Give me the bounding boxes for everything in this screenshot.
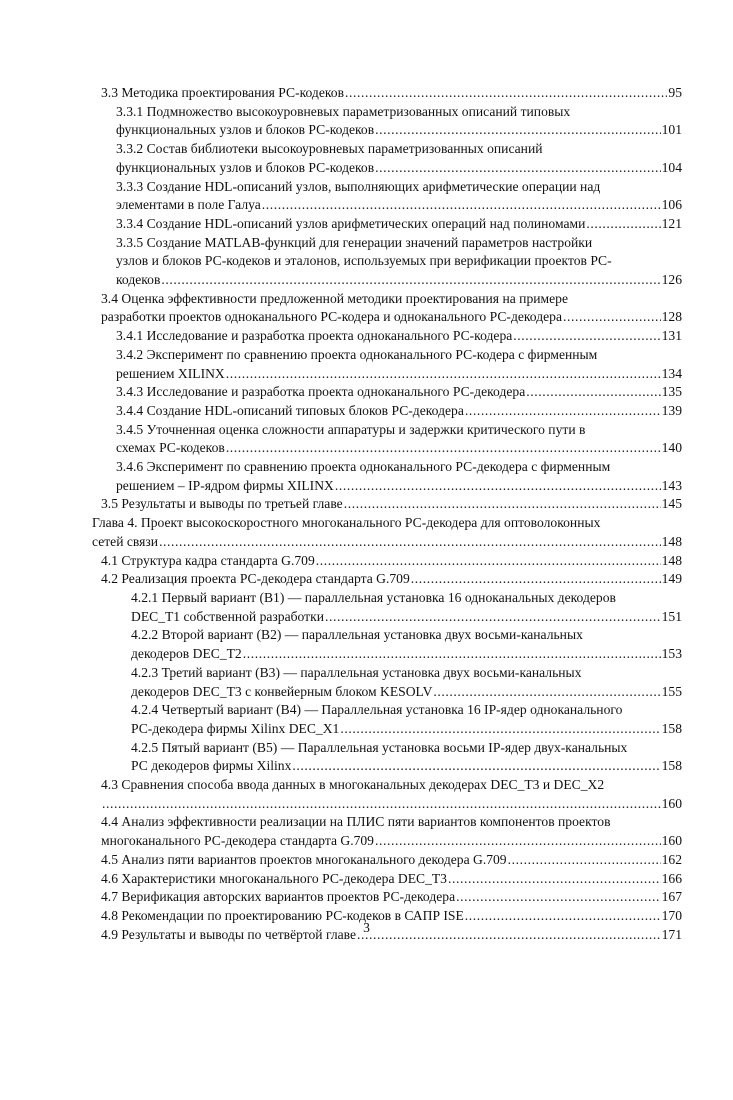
toc-entry-title: кодеков [116, 272, 161, 288]
toc-entry-title: 4.2 Реализация проекта РС-декодера стандарта G.709 [101, 571, 410, 587]
toc-entry [92, 290, 682, 327]
toc-page-number: 160 [661, 833, 682, 849]
toc-entry [92, 140, 682, 177]
toc-entry-text: 4.2.2 Второй вариант (B2) — параллельная установка двух восьми-канальных [131, 627, 583, 643]
page-number: 3 [363, 920, 370, 935]
toc-page-number: 171 [661, 926, 682, 942]
dot-leader [375, 159, 660, 178]
toc-page-number: 160 [661, 795, 682, 811]
toc-page-number: 151 [661, 608, 682, 624]
dot-leader [262, 196, 661, 215]
dot-leader [292, 757, 660, 776]
toc-entry [92, 664, 682, 701]
toc-entry-text: 4.3 Сравнения способа ввода данных в многоканальных декодерах DEC_T3 и DEC_X2 [101, 777, 605, 793]
dot-leader [526, 383, 660, 402]
toc-entry [92, 215, 682, 234]
dot-leader [411, 570, 661, 589]
toc-entry-title: 4.5 Анализ пяти вариантов проектов многоканального декодера G.709 [101, 851, 507, 867]
toc-page-number: 131 [661, 328, 682, 344]
dot-leader [102, 795, 661, 814]
toc-entry [92, 234, 682, 290]
toc-page-number: 139 [661, 402, 682, 418]
toc-page-number: 126 [661, 272, 682, 288]
toc-entry-title: 4.9 Результаты и выводы по четвёртой главе [101, 926, 357, 942]
toc-entry-text: 4.2.1 Первый вариант (B1) — параллельная установка 16 одноканальных декодеров [131, 589, 616, 605]
toc-entry [92, 552, 682, 571]
toc-page-number: 166 [661, 870, 682, 886]
dot-leader [344, 495, 661, 514]
toc-page-number: 148 [661, 533, 682, 549]
toc-entry-title: решением – IP-ядром фирмы XILINX [116, 477, 334, 493]
toc-page-number: 134 [661, 365, 682, 381]
toc-entry [92, 888, 682, 907]
toc-entry-text: 3.3.3 Создание HDL-описаний узлов, выполняющих арифметические операции над [116, 178, 601, 194]
toc-entry [92, 870, 682, 889]
toc-entry-text: Глава 4. Проект высокоскоростного многоканального РС-декодера для оптоволоконных [92, 515, 601, 531]
toc-page-number: 158 [661, 720, 682, 736]
toc-page-number: 167 [661, 889, 682, 905]
dot-leader [226, 439, 661, 458]
toc-entry [92, 589, 682, 626]
toc-entry [92, 458, 682, 495]
toc-page-number: 121 [661, 215, 682, 231]
dot-leader [345, 84, 667, 103]
toc-entry-text: 4.2.4 Четвертый вариант (B4) — Параллельная установка 16 IP-ядер одноканального [131, 702, 623, 718]
dot-leader [226, 365, 661, 384]
toc-entry [92, 851, 682, 870]
toc-entry-text: 3.4.6 Эксперимент по сравнению проекта одноканального РС-декодера с фирменным [116, 459, 611, 475]
toc-entry-title: 3.3.4 Создание HDL-описаний узлов арифметических операций над полиномами [116, 215, 586, 231]
toc-entry-text: 3.3.1 Подмножество высокоуровневых параметризованных описаний типовых [116, 103, 571, 119]
toc-entry-text: 4.4 Анализ эффективности реализации на ПЛИС пяти вариантов компонентов проектов [101, 814, 611, 830]
toc-entry-title: 3.5 Результаты и выводы по третьей главе [101, 496, 343, 512]
toc-entry [92, 813, 682, 850]
toc-entry-title: 4.8 Рекомендации по проектированию РС-кодеков в САПР ISE [101, 907, 464, 923]
toc-entry-title: 3.4.4 Создание HDL-описаний типовых блоков РС-декодера [116, 402, 464, 418]
dot-leader [563, 308, 661, 327]
toc-entry-title: РС декодеров фирмы Xilinx [131, 758, 292, 774]
toc-page-number: 170 [661, 907, 682, 923]
toc-entry [92, 421, 682, 458]
toc-page-number: 153 [661, 646, 682, 662]
toc-entry [92, 383, 682, 402]
toc-entry-title: 4.6 Характеристики многоканального РС-декодера DEC_T3 [101, 870, 447, 886]
toc-entry-title: решением XILINX [116, 365, 225, 381]
toc-page-number: 149 [661, 571, 682, 587]
dot-leader [586, 215, 660, 234]
dot-leader [375, 832, 661, 851]
dot-leader [465, 402, 661, 421]
toc-entry [92, 514, 682, 551]
dot-leader [375, 121, 660, 140]
toc-entry [92, 739, 682, 776]
toc-page-number: 145 [661, 496, 682, 512]
toc-entry-title: декодеров DEC_T2 [131, 646, 242, 662]
toc-entry [92, 402, 682, 421]
toc-entry [92, 346, 682, 383]
toc-entry [92, 626, 682, 663]
dot-leader [433, 683, 660, 702]
toc-entry-title: функциональных узлов и блоков РС-кодеков [116, 159, 375, 175]
toc-page-number: 148 [661, 552, 682, 568]
dot-leader [456, 888, 660, 907]
toc-page-number: 95 [668, 85, 682, 100]
dot-leader [448, 870, 661, 889]
toc-entry-title: 3.3 Методика проектирования РС-кодеков [101, 85, 345, 100]
toc-entry-title: 4.7 Верификация авторских вариантов проектов РС-декодера [101, 889, 456, 905]
toc-entry [92, 103, 682, 140]
toc-entry-text: 3.3.5 Создание MATLAB-функций для генерации значений параметров настройки [116, 234, 593, 250]
toc-entry-title: 3.4.1 Исследование и разработка проекта одноканального РС-кодера [116, 328, 513, 344]
toc-entry-title: РС-декодера фирмы Xilinx DEC_X1 [131, 720, 340, 736]
dot-leader [508, 851, 661, 870]
toc-entry [92, 327, 682, 346]
toc-entry-text: узлов и блоков РС-кодеков и эталонов, используемых при верификации проектов РС- [116, 253, 612, 269]
toc-entry [92, 570, 682, 589]
toc-page-number: 104 [661, 159, 682, 175]
dot-leader [325, 608, 661, 627]
dot-leader [340, 720, 660, 739]
toc-page-number: 101 [661, 122, 682, 138]
toc-entry-title: схемах РС-кодеков [116, 440, 225, 456]
toc-page-number: 162 [661, 851, 682, 867]
toc-page-number: 158 [661, 758, 682, 774]
toc-page-number: 106 [661, 197, 682, 213]
toc-entry-title: DEC_T1 собственной разработки [131, 608, 324, 624]
toc-entry-text: 3.3.2 Состав библиотеки высокоуровневых параметризованных описаний [116, 141, 543, 157]
toc-entry-text: 3.4.2 Эксперимент по сравнению проекта одноканального РС-кодера с фирменным [116, 346, 598, 362]
toc-entry [92, 495, 682, 514]
dot-leader [159, 533, 661, 552]
toc-entry-title: декодеров DEC_T3 с конвейерным блоком KESOLV [131, 683, 433, 699]
toc-entry-title: 4.1 Структура кадра стандарта G.709 [101, 552, 315, 568]
toc-entry [92, 701, 682, 738]
dot-leader [161, 271, 660, 290]
toc-entry-title: элементами в поле Галуа [116, 197, 261, 213]
dot-leader [513, 327, 660, 346]
dot-leader [243, 645, 661, 664]
dot-leader [316, 552, 661, 571]
toc-entry-title: 3.4.3 Исследование и разработка проекта одноканального РС-декодера [116, 384, 526, 400]
toc-page-number: 128 [661, 309, 682, 325]
toc-entry-title: многоканального РС-декодера стандарта G.709 [101, 833, 374, 849]
toc-entry [92, 84, 682, 103]
toc-page-number: 155 [661, 683, 682, 699]
toc-entry [92, 776, 682, 813]
toc-page-number: 135 [661, 384, 682, 400]
toc-page-number: 143 [661, 477, 682, 493]
toc-entry-title: функциональных узлов и блоков РС-кодеков [116, 122, 375, 138]
toc-page-number: 140 [661, 440, 682, 456]
toc-entry-title: разработки проектов одноканального РС-кодера и одноканального РС-декодера [101, 309, 562, 325]
dot-leader [335, 477, 661, 496]
table-of-contents [92, 84, 682, 944]
toc-entry-title: сетей связи [92, 533, 159, 549]
toc-entry-text: 4.2.3 Третий вариант (B3) — параллельная установка двух восьми-канальных [131, 664, 582, 680]
toc-entry [92, 178, 682, 215]
toc-entry-text: 3.4.5 Уточненная оценка сложности аппаратуры и задержки критического пути в [116, 421, 586, 437]
toc-entry-text: 3.4 Оценка эффективности предложенной методики проектирования на примере [101, 290, 568, 306]
toc-entry-text: 4.2.5 Пятый вариант (B5) — Параллельная установка восьми IP-ядер двух-канальных [131, 739, 628, 755]
